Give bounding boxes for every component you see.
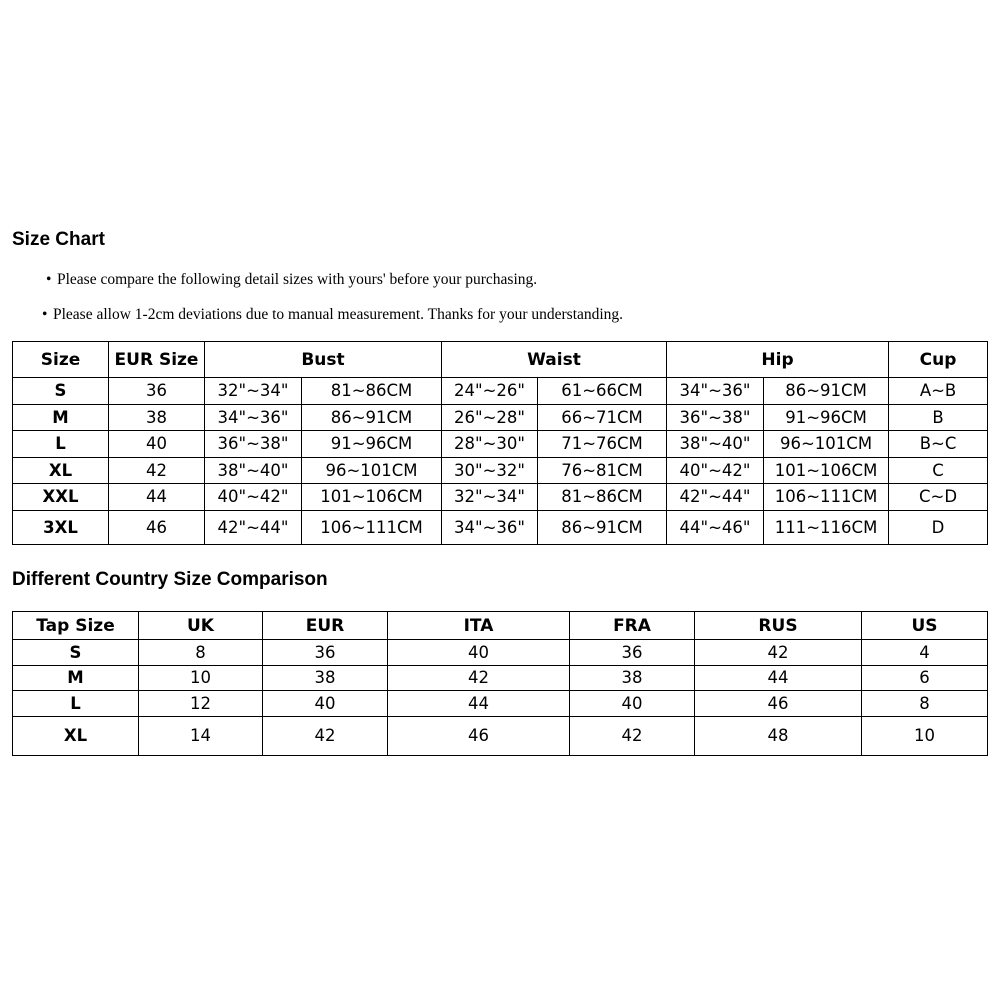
table-row bbox=[13, 484, 988, 511]
waist-in-cell: 28"~30" bbox=[442, 431, 538, 458]
size-cell: S bbox=[13, 378, 109, 405]
eur-cell: 38 bbox=[263, 665, 388, 691]
us-cell: 4 bbox=[862, 640, 988, 666]
table-row bbox=[13, 404, 988, 431]
uk-cell: 12 bbox=[139, 691, 263, 717]
eur-cell: 40 bbox=[109, 431, 205, 458]
hip-in-cell: 40"~42" bbox=[667, 457, 764, 484]
hip-in-cell: 34"~36" bbox=[667, 378, 764, 405]
eur-cell: 42 bbox=[109, 457, 205, 484]
header-size: Size bbox=[13, 342, 109, 378]
rus-cell: 42 bbox=[695, 640, 862, 666]
fra-cell: 38 bbox=[570, 665, 695, 691]
ita-cell: 46 bbox=[388, 716, 570, 755]
waist-in-cell: 34"~36" bbox=[442, 510, 538, 544]
eur-cell: 36 bbox=[263, 640, 388, 666]
header-hip: Hip bbox=[667, 342, 889, 378]
ita-cell: 40 bbox=[388, 640, 570, 666]
bust-cm-cell: 81~86CM bbox=[302, 378, 442, 405]
hip-in-cell: 42"~44" bbox=[667, 484, 764, 511]
hip-in-cell: 36"~38" bbox=[667, 404, 764, 431]
rus-cell: 44 bbox=[695, 665, 862, 691]
waist-cm-cell: 86~91CM bbox=[538, 510, 667, 544]
header-tap-size: Tap Size bbox=[13, 612, 139, 640]
country-header-row bbox=[13, 612, 988, 640]
bust-in-cell: 38"~40" bbox=[205, 457, 302, 484]
fra-cell: 36 bbox=[570, 640, 695, 666]
waist-in-cell: 26"~28" bbox=[442, 404, 538, 431]
header-us: US bbox=[862, 612, 988, 640]
header-waist: Waist bbox=[442, 342, 667, 378]
size-cell: 3XL bbox=[13, 510, 109, 544]
bust-in-cell: 40"~42" bbox=[205, 484, 302, 511]
size-cell: M bbox=[13, 404, 109, 431]
bust-in-cell: 32"~34" bbox=[205, 378, 302, 405]
table-row bbox=[13, 457, 988, 484]
uk-cell: 10 bbox=[139, 665, 263, 691]
size-cell: XL bbox=[13, 716, 139, 755]
size-cell: XL bbox=[13, 457, 109, 484]
table-row bbox=[13, 665, 988, 691]
table-row bbox=[13, 378, 988, 405]
bust-cm-cell: 86~91CM bbox=[302, 404, 442, 431]
hip-cm-cell: 111~116CM bbox=[764, 510, 889, 544]
hip-cm-cell: 96~101CM bbox=[764, 431, 889, 458]
size-cell: M bbox=[13, 665, 139, 691]
size-cell: L bbox=[13, 691, 139, 717]
cup-cell: A~B bbox=[889, 378, 988, 405]
size-cell: XXL bbox=[13, 484, 109, 511]
table-row bbox=[13, 691, 988, 717]
cup-cell: B bbox=[889, 404, 988, 431]
hip-cm-cell: 86~91CM bbox=[764, 378, 889, 405]
hip-in-cell: 38"~40" bbox=[667, 431, 764, 458]
waist-cm-cell: 61~66CM bbox=[538, 378, 667, 405]
size-chart-title: Size Chart bbox=[12, 229, 105, 250]
bust-in-cell: 36"~38" bbox=[205, 431, 302, 458]
eur-cell: 36 bbox=[109, 378, 205, 405]
eur-cell: 40 bbox=[263, 691, 388, 717]
rus-cell: 48 bbox=[695, 716, 862, 755]
header-eur-size: EUR Size bbox=[109, 342, 205, 378]
size-cell: L bbox=[13, 431, 109, 458]
header-bust: Bust bbox=[205, 342, 442, 378]
waist-cm-cell: 66~71CM bbox=[538, 404, 667, 431]
uk-cell: 8 bbox=[139, 640, 263, 666]
waist-cm-cell: 76~81CM bbox=[538, 457, 667, 484]
size-chart-header-row bbox=[13, 342, 988, 378]
cup-cell: C bbox=[889, 457, 988, 484]
eur-cell: 42 bbox=[263, 716, 388, 755]
size-cell: S bbox=[13, 640, 139, 666]
note-compare: • Please compare the following detail sizes with yours' before your purchasing. bbox=[57, 271, 537, 289]
header-eur: EUR bbox=[263, 612, 388, 640]
eur-cell: 46 bbox=[109, 510, 205, 544]
waist-cm-cell: 81~86CM bbox=[538, 484, 667, 511]
waist-in-cell: 24"~26" bbox=[442, 378, 538, 405]
ita-cell: 42 bbox=[388, 665, 570, 691]
table-row bbox=[13, 640, 988, 666]
eur-cell: 38 bbox=[109, 404, 205, 431]
us-cell: 6 bbox=[862, 665, 988, 691]
bust-cm-cell: 106~111CM bbox=[302, 510, 442, 544]
header-rus: RUS bbox=[695, 612, 862, 640]
header-cup: Cup bbox=[889, 342, 988, 378]
size-chart-table bbox=[12, 341, 988, 545]
bust-in-cell: 42"~44" bbox=[205, 510, 302, 544]
hip-cm-cell: 91~96CM bbox=[764, 404, 889, 431]
bust-cm-cell: 101~106CM bbox=[302, 484, 442, 511]
country-comparison-title: Different Country Size Comparison bbox=[12, 569, 328, 590]
country-comparison-table bbox=[12, 611, 988, 756]
cup-cell: C~D bbox=[889, 484, 988, 511]
fra-cell: 42 bbox=[570, 716, 695, 755]
cup-cell: B~C bbox=[889, 431, 988, 458]
bust-cm-cell: 96~101CM bbox=[302, 457, 442, 484]
note-deviation: • Please allow 1-2cm deviations due to manual measurement. Thanks for your understanding. bbox=[53, 306, 623, 324]
us-cell: 10 bbox=[862, 716, 988, 755]
table-row bbox=[13, 510, 988, 544]
hip-in-cell: 44"~46" bbox=[667, 510, 764, 544]
us-cell: 8 bbox=[862, 691, 988, 717]
hip-cm-cell: 106~111CM bbox=[764, 484, 889, 511]
bust-in-cell: 34"~36" bbox=[205, 404, 302, 431]
ita-cell: 44 bbox=[388, 691, 570, 717]
header-uk: UK bbox=[139, 612, 263, 640]
rus-cell: 46 bbox=[695, 691, 862, 717]
fra-cell: 40 bbox=[570, 691, 695, 717]
table-row bbox=[13, 431, 988, 458]
cup-cell: D bbox=[889, 510, 988, 544]
waist-in-cell: 32"~34" bbox=[442, 484, 538, 511]
header-fra: FRA bbox=[570, 612, 695, 640]
eur-cell: 44 bbox=[109, 484, 205, 511]
table-row bbox=[13, 716, 988, 755]
waist-in-cell: 30"~32" bbox=[442, 457, 538, 484]
hip-cm-cell: 101~106CM bbox=[764, 457, 889, 484]
waist-cm-cell: 71~76CM bbox=[538, 431, 667, 458]
uk-cell: 14 bbox=[139, 716, 263, 755]
bust-cm-cell: 91~96CM bbox=[302, 431, 442, 458]
header-ita: ITA bbox=[388, 612, 570, 640]
